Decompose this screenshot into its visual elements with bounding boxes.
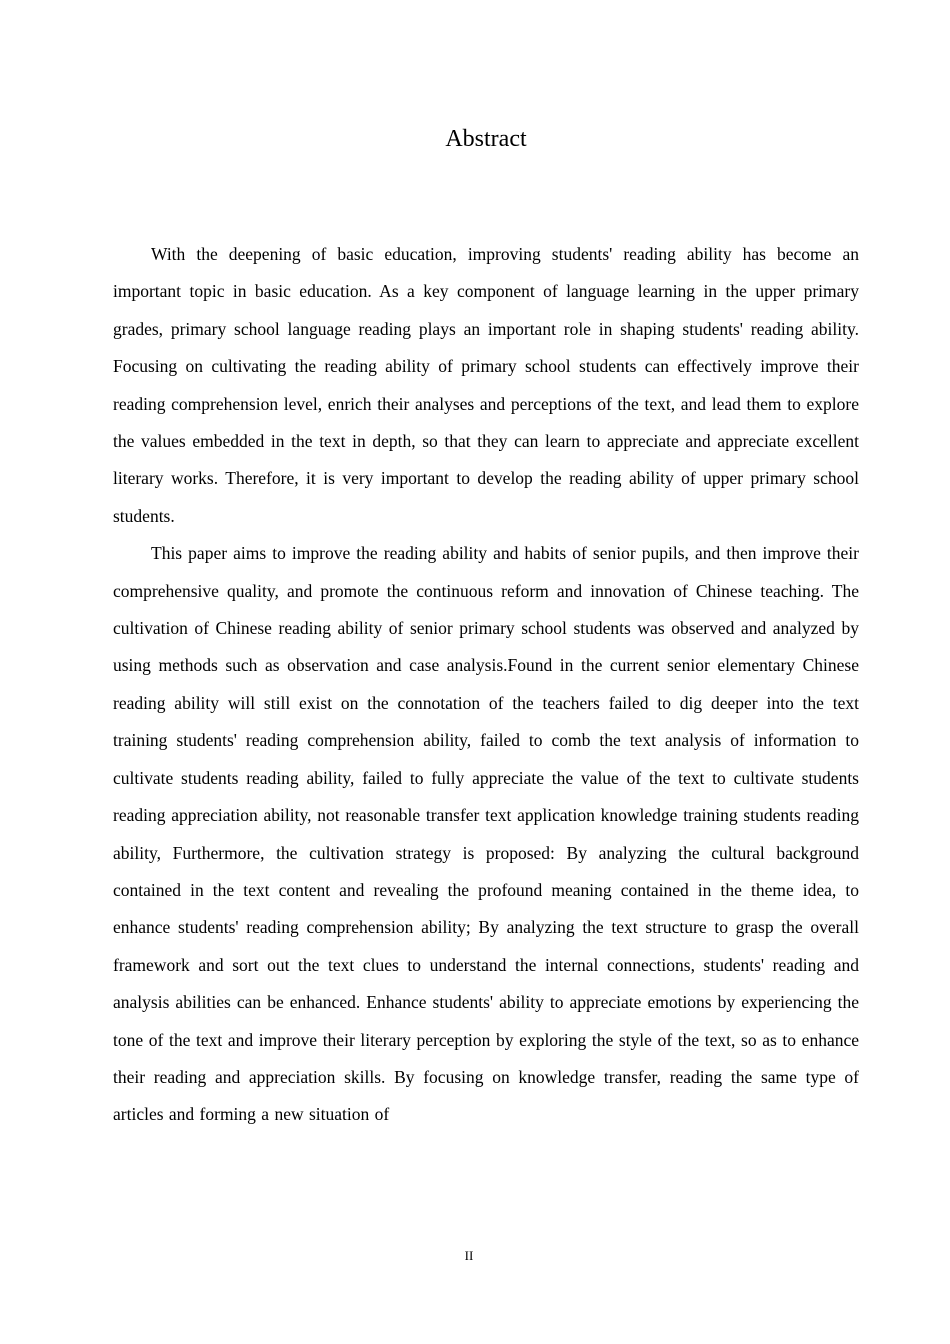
abstract-body — [113, 236, 859, 1134]
abstract-paragraph-2: This paper aims to improve the reading ability and habits of senior pupils, and then improve their comprehensive quality, and promote the continuous reform and innovation of Chinese teaching. The cultivation of Chinese reading ability of senior primary school students was observed and analyzed by using methods such as observation and case analysis.Found in the current senior elementary Chinese reading ability will still exist on the connotation of the teachers failed to dig deeper into the text training students' reading comprehension ability, failed to comb the text analysis of information to cultivate students reading ability, failed to fully appreciate the value of the text to cultivate students reading appreciation ability, not reasonable transfer text application knowledge training students reading ability, Furthermore, the cultivation strategy is proposed: By analyzing the cultural background contained in the text content and revealing the profound meaning contained in the theme idea, to enhance students' reading comprehension ability; By analyzing the text structure to grasp the overall framework and sort out the text clues to understand the internal connections, students' reading and analysis abilities can be enhanced. Enhance students' ability to appreciate emotions by experiencing the tone of the text and improve their literary perception by exploring the style of the text, so as to enhance their reading and appreciation skills. By focusing on knowledge transfer, reading the same type of articles and forming a new situation of — [113, 543, 859, 1125]
abstract-paragraph-1: With the deepening of basic education, improving students' reading ability has become an important topic in basic education. As a key component of language learning in the upper primary grades, primary school language reading plays an important role in shaping students' reading ability. Focusing on cultivating the reading ability of primary school students can effectively improve their reading comprehension level, enrich their analyses and perceptions of the text, and lead them to explore the values embedded in the text in depth, so that they can learn to appreciate and appreciate excellent literary works. Therefore, it is very important to develop the reading ability of upper primary school students. — [113, 244, 859, 526]
page-number: II — [464, 1248, 474, 1263]
page-title: Abstract — [445, 126, 527, 152]
